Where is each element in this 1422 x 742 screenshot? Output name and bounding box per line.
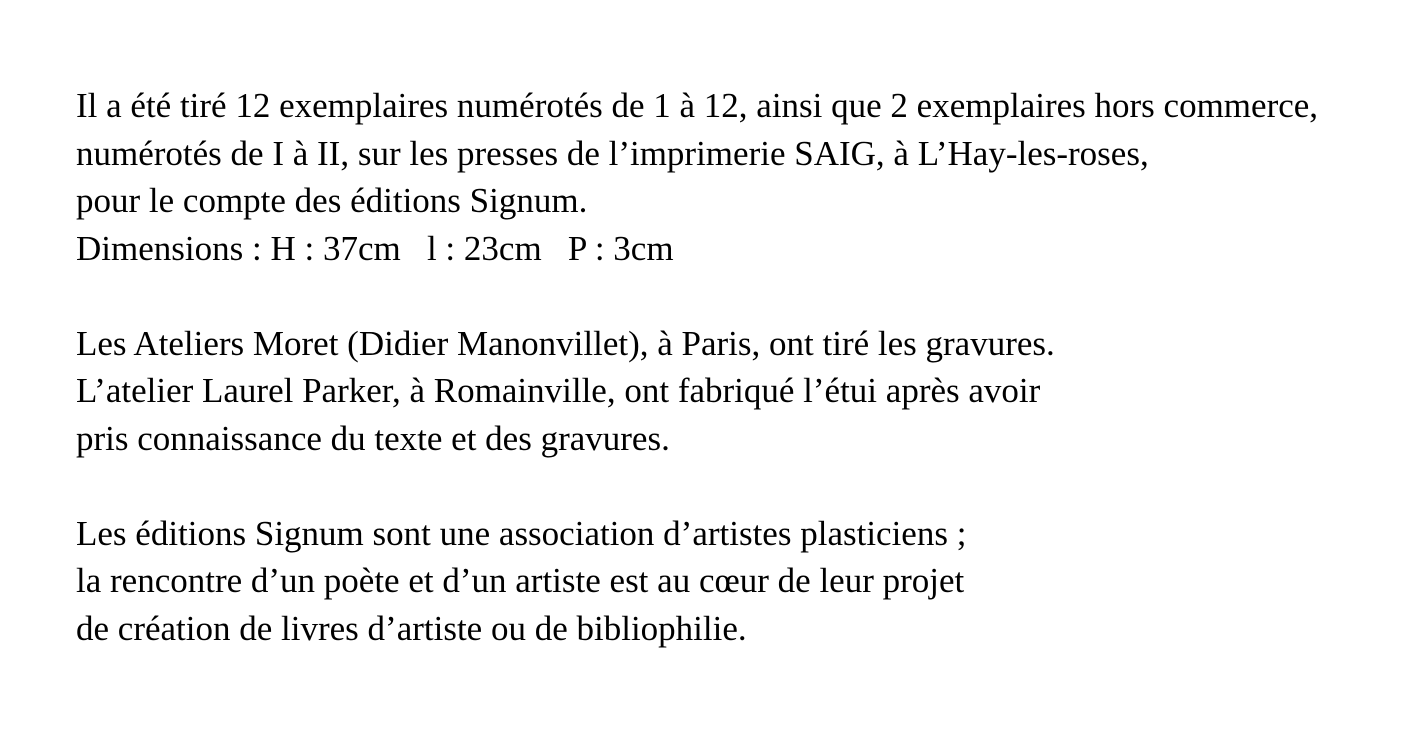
text-line: Les Ateliers Moret (Didier Manonvillet), à Paris, ont tiré les gravures. [76,323,1055,363]
text-line: pris connaissance du texte et des gravures. [76,418,670,458]
dimensions-line: Dimensions : H : 37cm l : 23cm P : 3cm [76,228,674,268]
text-line: numérotés de I à II, sur les presses de l’imprimerie SAIG, à L’Hay-les-roses, [76,133,1149,173]
colophon-document [76,82,1396,652]
text-line: de création de livres d’artiste ou de bibliophilie. [76,608,747,648]
workshops-paragraph [76,320,1396,463]
text-line: L’atelier Laurel Parker, à Romainville, ont fabriqué l’étui après avoir [76,371,1041,410]
publisher-paragraph [76,510,1396,653]
text-line: Les éditions Signum sont une association d’artistes plasticiens ; [76,513,967,553]
text-line: Il a été tiré 12 exemplaires numérotés de 1 à 12, ainsi que 2 exemplaires hors commerce, [76,86,1319,125]
text-line: la rencontre d’un poète et d’un artiste est au cœur de leur projet [76,561,965,600]
text-line: pour le compte des éditions Signum. [76,181,588,220]
print-run-paragraph [76,82,1396,272]
